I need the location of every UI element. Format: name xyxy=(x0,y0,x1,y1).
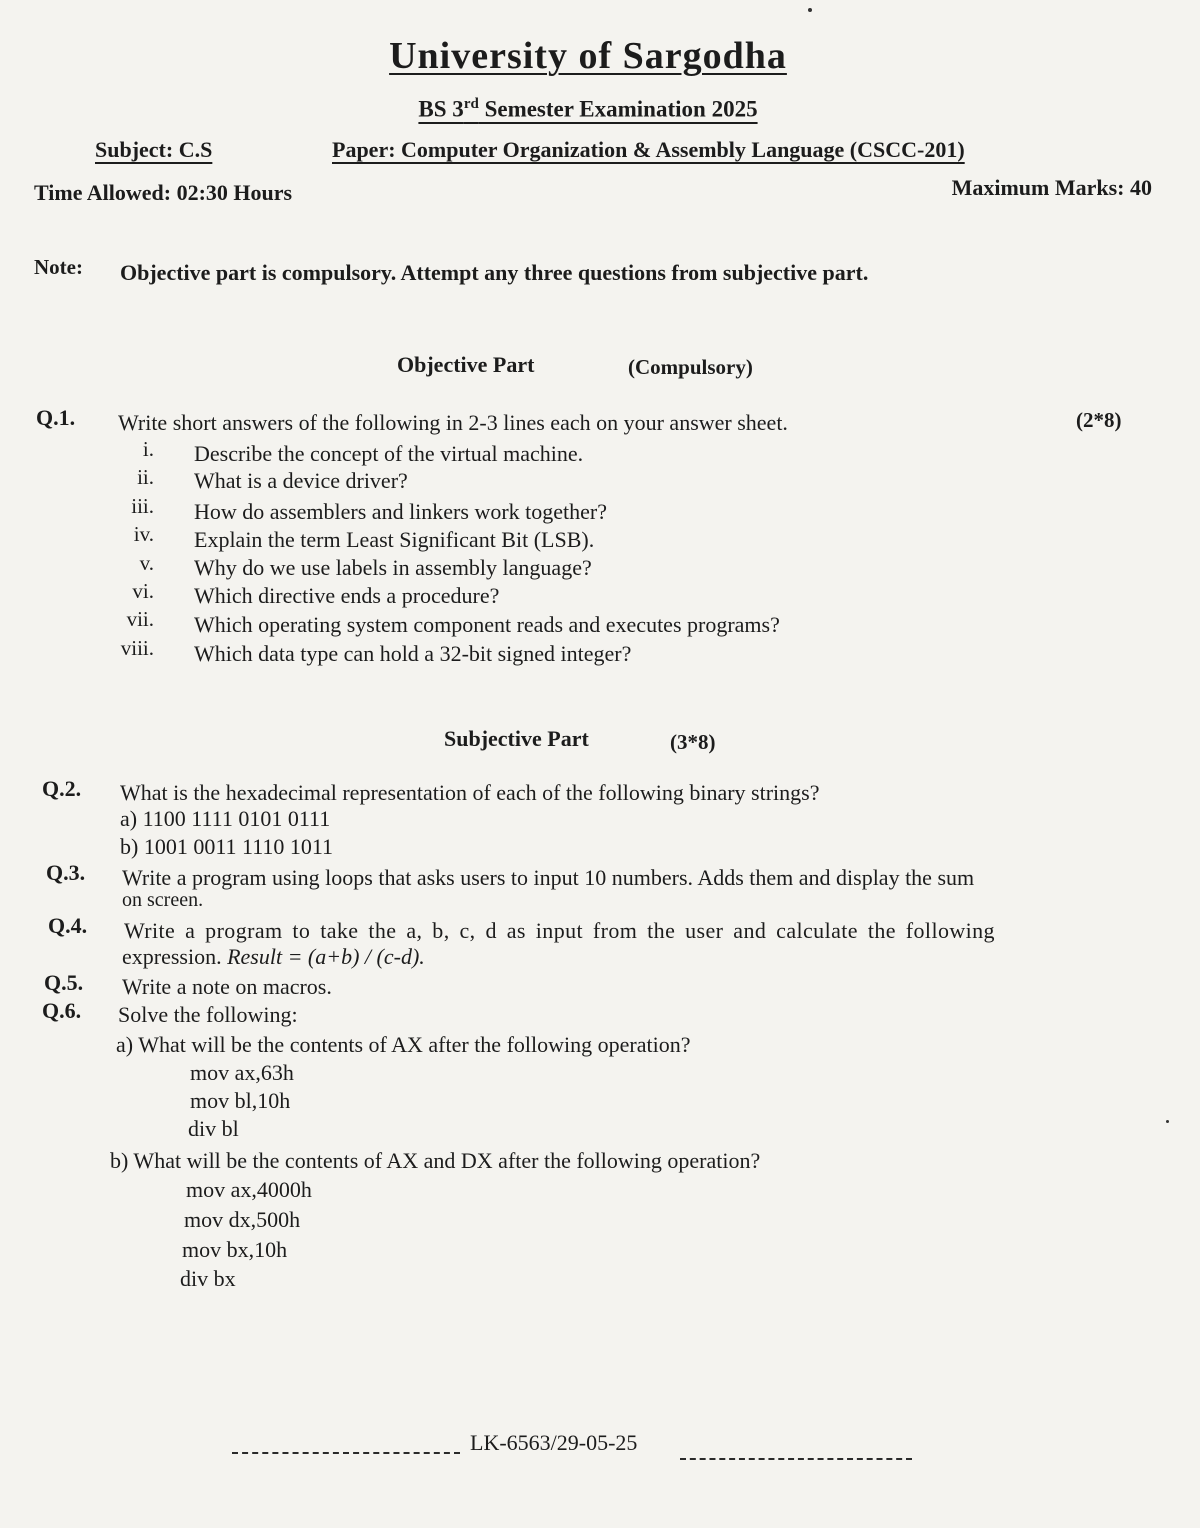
code-line: mov bl,10h xyxy=(190,1088,291,1113)
q1-item-number: i. xyxy=(142,437,154,461)
q1-item-text: Which data type can hold a 32-bit signed integer? xyxy=(194,641,632,666)
exam-suffix: Semester Examination 2025 xyxy=(478,96,758,122)
scan-speck xyxy=(808,8,812,12)
footer-dash-right xyxy=(680,1450,912,1468)
q6-number: Q.6. xyxy=(42,998,82,1023)
q1-item-number: v. xyxy=(139,551,154,575)
code-line: mov dx,500h xyxy=(184,1207,301,1232)
code-line: mov ax,4000h xyxy=(186,1177,312,1202)
code-line: div bx xyxy=(180,1266,236,1291)
q4-expression-prefix: expression. xyxy=(122,944,228,969)
subject-label: Subject: C.S xyxy=(95,137,213,162)
q3-text-line1: Write a program using loops that asks users to input 10 numbers. Adds them and display the sum xyxy=(122,865,975,890)
subjective-marks: (3*8) xyxy=(670,730,716,754)
q2-part-b: b) 1001 0011 1110 1011 xyxy=(120,834,334,859)
q1-item-text: Explain the term Least Significant Bit (LSB). xyxy=(194,527,595,552)
q2-text: What is the hexadecimal representation of each of the following binary strings? xyxy=(120,780,820,805)
q1-item-text: How do assemblers and linkers work together? xyxy=(194,499,608,524)
q6-text: Solve the following: xyxy=(118,1002,298,1027)
q1-marks: (2*8) xyxy=(1076,408,1122,432)
paper-title: Paper: Computer Organization & Assembly Language (CSCC-201) xyxy=(332,137,965,162)
q1-item-text: Why do we use labels in assembly language? xyxy=(194,555,592,580)
q6-part-b-question: b) What will be the contents of AX and DX after the following operation? xyxy=(110,1148,761,1173)
q4-number: Q.4. xyxy=(48,913,88,938)
q1-item-text: Describe the concept of the virtual machine. xyxy=(194,441,584,466)
q1-item-text: What is a device driver? xyxy=(194,468,408,493)
q1-item-number: viii. xyxy=(120,636,154,660)
q4-text-line1: Write a program to take the a, b, c, d as input from the user and calculate the following xyxy=(124,918,995,943)
objective-heading: Objective Part xyxy=(397,352,535,377)
q1-item-number: vii. xyxy=(126,607,154,631)
q1-item-text: Which operating system component reads and executes programs? xyxy=(194,612,780,637)
q1-text: Write short answers of the following in 2-3 lines each on your answer sheet. xyxy=(118,410,788,435)
q6-part-a-question: a) What will be the contents of AX after the following operation? xyxy=(116,1032,691,1057)
note-label: Note: xyxy=(34,255,83,279)
q4-expression: Result = (a+b) / (c-d). xyxy=(227,944,425,969)
q4-text-line2 xyxy=(122,944,425,970)
time-allowed: Time Allowed: 02:30 Hours xyxy=(34,180,293,205)
q3-number: Q.3. xyxy=(46,860,86,885)
footer-dash-left xyxy=(232,1444,460,1462)
note-text: Objective part is compulsory. Attempt any three questions from subjective part. xyxy=(120,260,869,285)
q1-item-number: iv. xyxy=(133,522,154,546)
q1-item-number: iii. xyxy=(131,494,154,518)
q3-text-line2: on screen. xyxy=(122,889,204,911)
subjective-heading: Subjective Part xyxy=(444,726,589,751)
objective-subheading: (Compulsory) xyxy=(628,355,753,379)
code-line: mov bx,10h xyxy=(182,1237,288,1262)
exam-prefix: BS 3 xyxy=(418,96,464,122)
q5-number: Q.5. xyxy=(44,970,84,995)
q2-number: Q.2. xyxy=(42,776,82,801)
q5-text: Write a note on macros. xyxy=(122,974,332,999)
maximum-marks: Maximum Marks: 40 xyxy=(951,175,1152,200)
university-title: University of Sargodha xyxy=(389,35,787,77)
q1-item-number: vi. xyxy=(132,579,154,603)
code-line: div bl xyxy=(188,1116,239,1141)
q2-part-a: a) 1100 1111 0101 0111 xyxy=(120,806,331,831)
code-line: mov ax,63h xyxy=(190,1060,294,1085)
q1-item-text: Which directive ends a procedure? xyxy=(194,583,500,608)
q1-item-number: ii. xyxy=(137,465,154,489)
footer-code: LK-6563/29-05-25 xyxy=(470,1430,638,1455)
scan-speck xyxy=(1166,1120,1169,1123)
q1-number: Q.1. xyxy=(36,405,76,430)
exam-title xyxy=(0,96,1176,123)
exam-superscript: rd xyxy=(463,96,479,112)
